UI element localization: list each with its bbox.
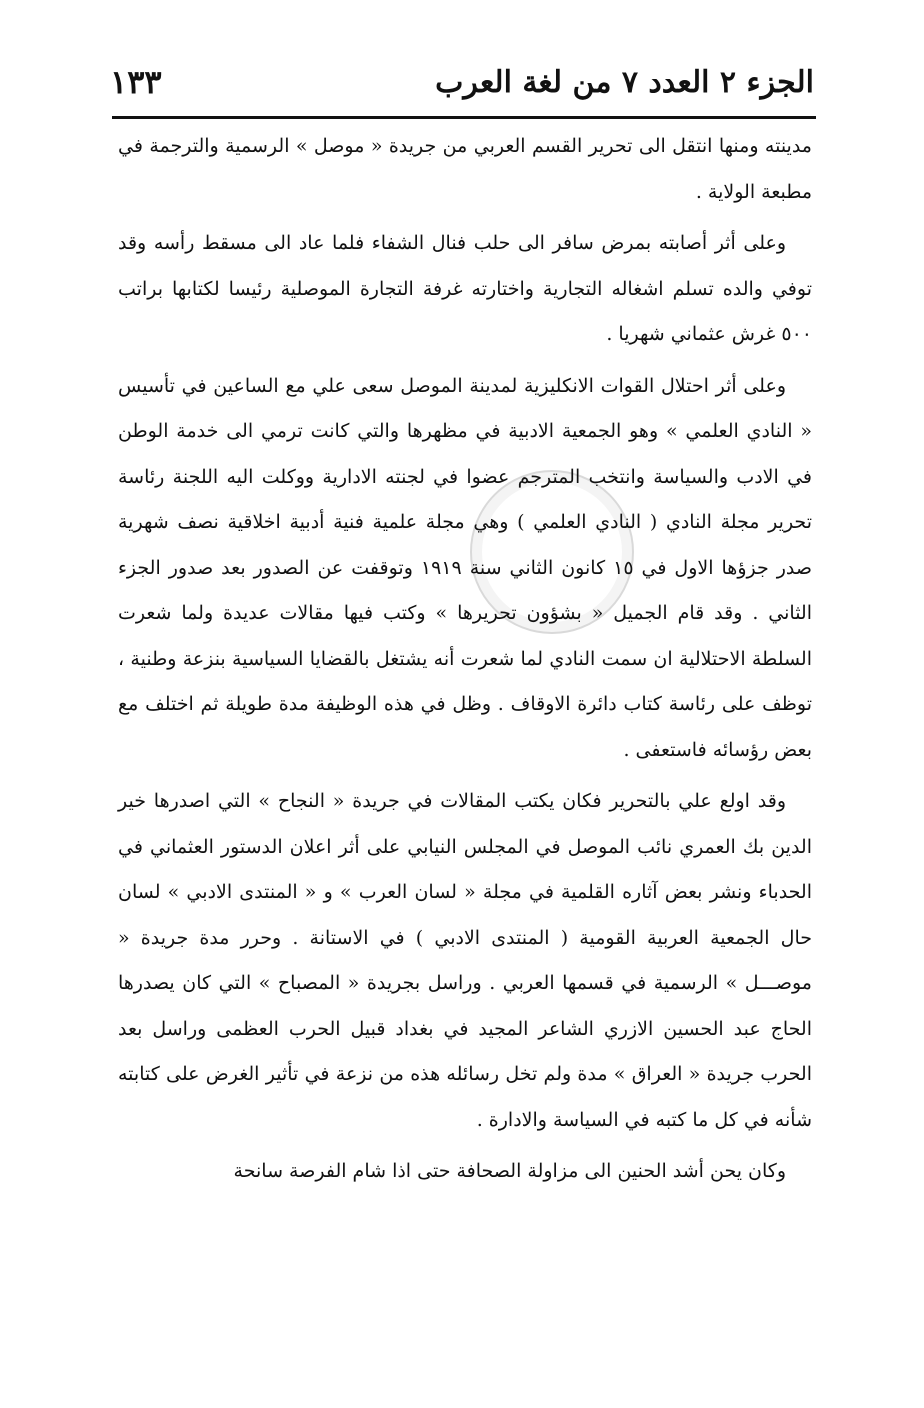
paragraph-4: وقد اولع علي بالتحرير فكان يكتب المقالات في جريدة « النجاح » التي اصدرها خير الدين بك العمري نائب الموصل في المجلس النيابي على أثر اعلان الدستور العثماني في الحدباء ونشر بعض آثاره القلمية في مجلة « لسان العرب » و « المنتدى الادبي » لسان حال الجمعية العربية القومية ( المنتدى الادبي ) في الاستانة . وحرر مدة جريدة « موصـــل » الرسمية في قسمها العربي . وراسل بجريدة « المصباح » التي كان يصدرها الحاج عبد الحسين الازري الشاعر المجيد في بغداد قبيل الحرب العظمى وراسل بعد الحرب جريدة « العراق » مدة ولم تخل رسائله هذه من نزعة في تأثير الغرض على كتابته شأنه في كل ما كتبه في السياسة والادارة . — [118, 790, 812, 1131]
paragraph-2: وعلى أثر أصابته بمرض سافر الى حلب فنال الشفاء فلما عاد الى مسقط رأسه وقد توفي والده تسلم اشغاله التجارية واختارته غرفة التجارة الموصلية رئيسا لكتابها براتب ٥٠٠ غرش عثماني شهريا . — [118, 232, 812, 345]
page-number: ١٣٣ — [110, 63, 162, 101]
body-text — [118, 124, 812, 1201]
paragraph-1: مدينته ومنها انتقل الى تحرير القسم العربي من جريدة « موصل » الرسمية والترجمة في مطبعة الولاية . — [118, 135, 812, 203]
paragraph-5: وكان يحن أشد الحنين الى مزاولة الصحافة حتى اذا شام الفرصة سانحة — [233, 1160, 786, 1182]
page-header — [110, 52, 814, 112]
paragraph-3: وعلى أثر احتلال القوات الانكليزية لمدينة الموصل سعى علي مع الساعين في تأسيس « النادي العلمي » وهو الجمعية الادبية في مظهرها والتي كانت ترمي الى خدمة الوطن في الادب والسياسة وانتخب المترجم عضوا في لجنته الادارية ووكلت اليه اللجنة رئاسة تحرير مجلة النادي ( النادي العلمي ) وهي مجلة علمية فنية أدبية اخلاقية نصف شهرية صدر جزؤها الاول في ١٥ كانون الثاني سنة ١٩١٩ وتوقفت عن الصدور بعد صدور الجزء الثاني . وقد قام الجميل « بشؤون تحريرها » وكتب فيها مقالات عديدة ولما شعرت السلطة الاحتلالية ان سمت النادي لما شعرت أنه يشتغل بالقضايا السياسية بنزعة وطنية ، توظف على رئاسة كتاب دائرة الاوقاف . وظل في هذه الوظيفة مدة طويلة ثم اختلف مع بعض رؤسائه فاستعفى . — [118, 374, 812, 761]
running-title: الجزء ٢ العدد ٧ من لغة العرب — [435, 64, 814, 100]
header-rule — [112, 116, 816, 119]
